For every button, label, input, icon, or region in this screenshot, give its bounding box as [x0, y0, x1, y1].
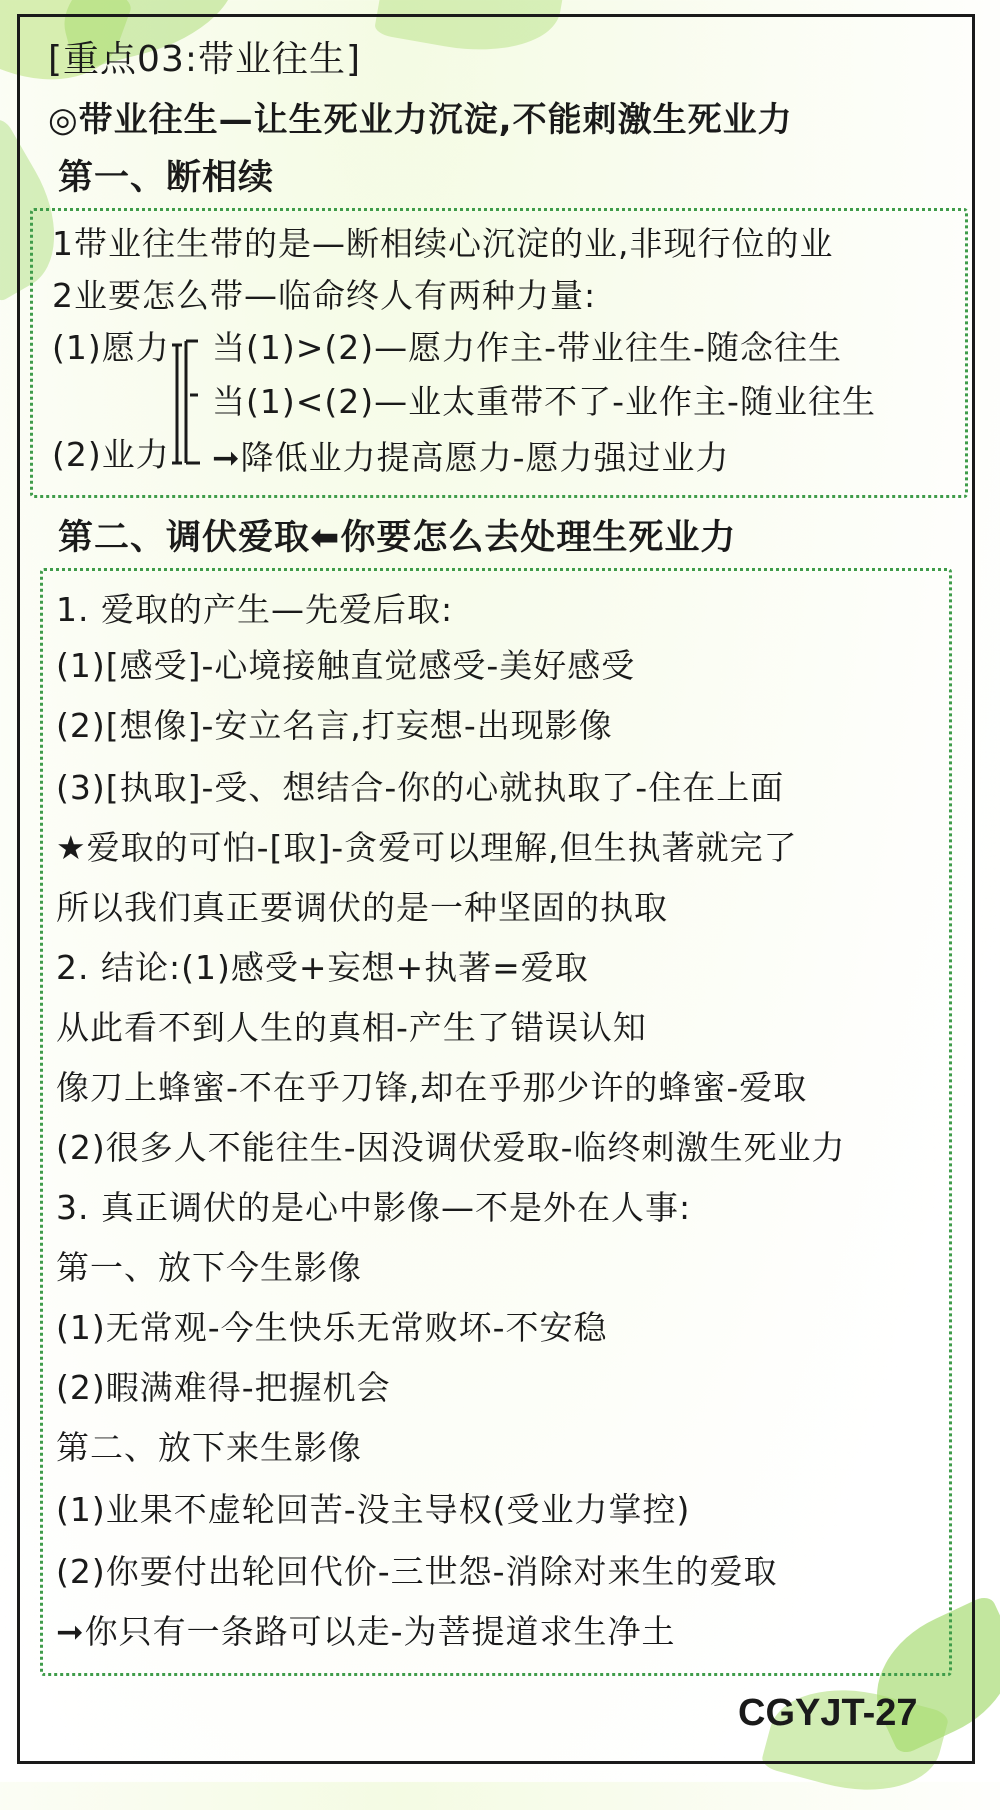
- section2-line: (3)[执取]-受、想结合-你的心就执取了-住在上面: [56, 768, 785, 807]
- section2-line: ★爱取的可怕-[取]-贪爱可以理解,但生执著就完了: [56, 828, 798, 867]
- footer-code: CGYJT-27: [738, 1692, 918, 1734]
- section2-line: 2. 结论:(1)感受+妄想+执著=爱取: [56, 948, 589, 987]
- bracket-icon: [168, 335, 216, 475]
- section2-line: (2)你要付出轮回代价-三世怨-消除对来生的爱取: [56, 1552, 778, 1591]
- section2-line: ➞你只有一条路可以走-为菩提道求生净土: [56, 1612, 676, 1651]
- section2-line: 第二、放下来生影像: [56, 1428, 362, 1467]
- section2-line: (1)业果不虚轮回苦-没主导权(受业力掌控): [56, 1490, 691, 1529]
- section2-line: (1)无常观-今生快乐无常败坏-不安稳: [56, 1308, 608, 1347]
- section2-heading: 第二、调伏爱取⬅你要怎么去处理生死业力: [58, 518, 737, 558]
- section2-line: 所以我们真正要调伏的是一种坚固的执取: [56, 888, 668, 927]
- section2-line: (1)[感受]-心境接触直觉感受-美好感受: [56, 646, 636, 685]
- section2-line: 像刀上蜂蜜-不在乎刀锋,却在乎那少许的蜂蜜-爱取: [56, 1068, 808, 1107]
- section2-line: (2)暇满难得-把握机会: [56, 1368, 391, 1407]
- bracket-left-top: (1)愿力: [52, 328, 170, 367]
- section1-line: 1带业往生带的是—断相续心沉淀的业,非现行位的业: [52, 224, 834, 263]
- section2-line: (2)很多人不能往生-因没调伏爱取-临终刺激生死业力: [56, 1128, 846, 1167]
- section2-line: 从此看不到人生的真相-产生了错误认知: [56, 1008, 647, 1047]
- bracket-case: 当(1)<(2)—业太重带不了-业作主-随业往生: [212, 382, 876, 421]
- section1-heading: 第一、断相续: [58, 158, 275, 198]
- page-title: [重点03:带业往生]: [48, 39, 362, 80]
- section2-line: 3. 真正调伏的是心中影像—不是外在人事:: [56, 1188, 692, 1227]
- section2-line: 第一、放下今生影像: [56, 1248, 362, 1287]
- bracket-left-bottom: (2)业力: [52, 435, 170, 474]
- bracket-case: ➞降低业力提高愿力-愿力强过业力: [212, 438, 730, 477]
- section2-line: (2)[想像]-安立名言,打妄想-出现影像: [56, 706, 613, 745]
- subtitle: ◎带业往生—让生死业力沉淀,不能刺激生死业力: [48, 100, 793, 140]
- section2-line: 1. 爱取的产生—先爱后取:: [56, 590, 454, 629]
- section1-line: 2业要怎么带—临命终人有两种力量:: [52, 276, 597, 315]
- bracket-case: 当(1)>(2)—愿力作主-带业往生-随念往生: [212, 328, 842, 367]
